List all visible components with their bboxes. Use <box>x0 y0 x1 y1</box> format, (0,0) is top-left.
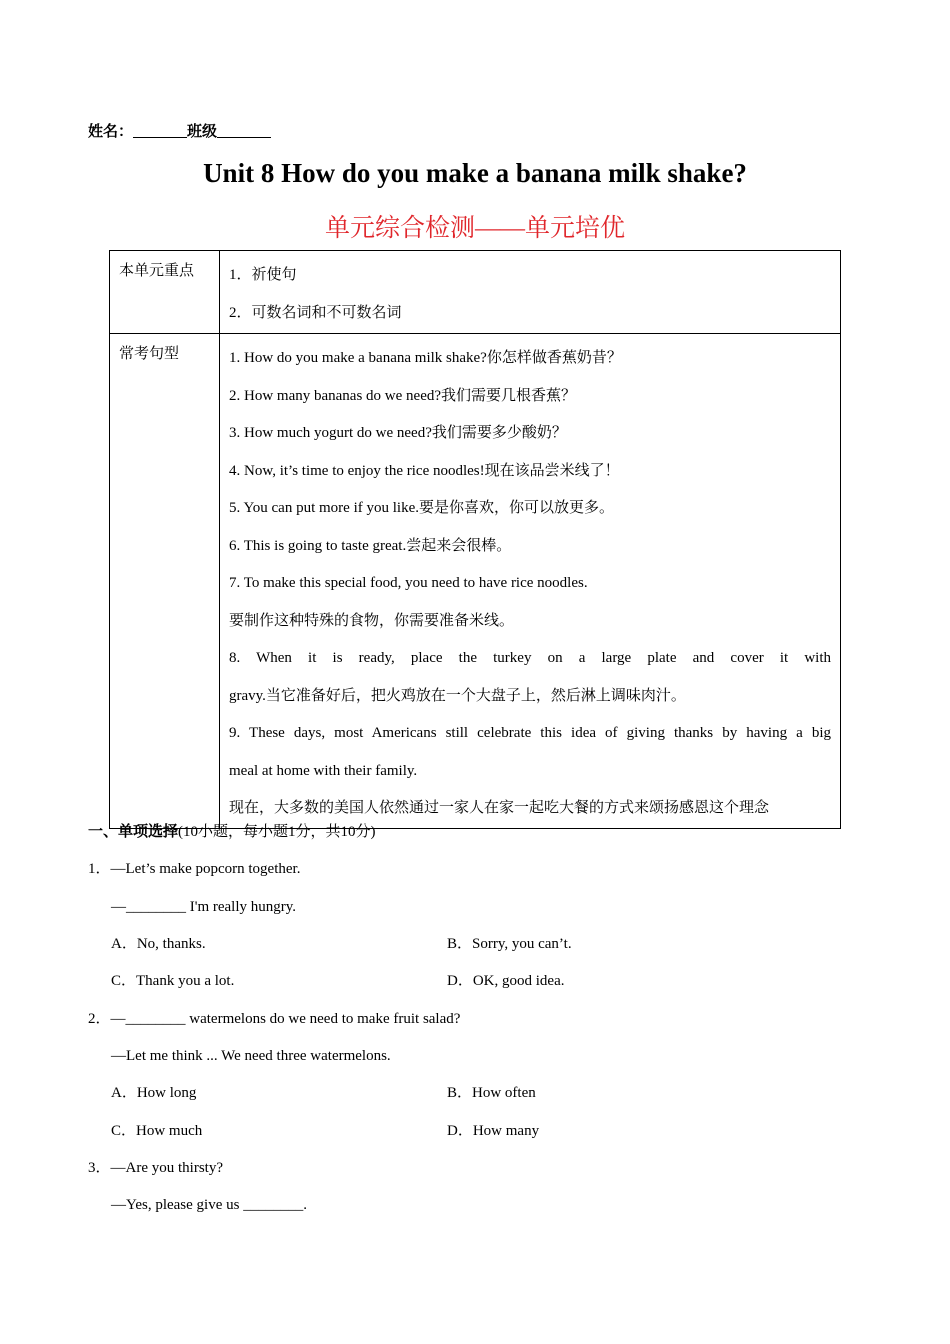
question-line: —Let’s make popcorn together. <box>110 861 301 877</box>
sentence-line: 6. This is going to taste great.尝起来会很棒。 <box>229 537 512 554</box>
sentences-label: 常考句型 <box>110 334 220 829</box>
question-line: —________ watermelons do we need to make fruit salad? <box>110 1011 461 1027</box>
key-point: 1．祈使句 <box>229 267 297 283</box>
name-label: 姓名： <box>88 124 134 140</box>
question-line: —________ I'm really hungry. <box>111 899 297 915</box>
section-note: (10小题，每小题1分，共10分) <box>178 824 376 840</box>
question-line: —Are you thirsty? <box>110 1160 223 1176</box>
key-points-row <box>110 251 841 334</box>
sentence-line: 现在，大多数的美国人依然通过一家人在家一起吃大餐的方式来颂扬感恩这个理念 <box>229 800 770 816</box>
option-b[interactable]: B．Sorry, you can’t. <box>447 936 572 952</box>
sentence-line: 9. These days, most Americans still celebrate this idea of giving thanks by having a big <box>229 725 831 741</box>
option-d[interactable]: D．OK, good idea. <box>447 973 565 989</box>
option-d[interactable]: D．How many <box>447 1123 540 1139</box>
name-blank[interactable] <box>133 123 187 138</box>
sentence-line: 1. How do you make a banana milk shake?你怎样做香蕉奶昔？ <box>229 350 622 366</box>
section-title: 一、单项选择 <box>88 824 179 840</box>
student-info-line <box>88 120 271 141</box>
option-a[interactable]: A．How long <box>111 1085 197 1101</box>
sentences-row <box>110 334 841 829</box>
key-points-cell <box>220 251 841 334</box>
key-point: 2．可数名词和不可数名词 <box>229 304 402 321</box>
page-title: Unit 8 How do you make a banana milk shake? <box>203 158 747 188</box>
option-c[interactable]: C．Thank you a lot. <box>111 973 235 989</box>
question-2-stem <box>88 1009 460 1029</box>
option-c[interactable]: C．How much <box>111 1123 203 1139</box>
sentence-line: 要制作这种特殊的食物，你需要准备米线。 <box>229 612 515 629</box>
sentence-line: 5. You can put more if you like.要是你喜欢，你可以放更多。 <box>229 500 614 516</box>
question-1-stem <box>88 859 300 879</box>
sentence-line: 3. How much yogurt do we need?我们需要多少酸奶？ <box>229 425 567 441</box>
unit-summary-table <box>109 250 841 829</box>
question-number: 3． <box>88 1160 111 1176</box>
key-points-label: 本单元重点 <box>110 251 220 334</box>
sentence-line: 7. To make this special food, you need to have rice noodles. <box>229 575 588 591</box>
option-a[interactable]: A．No, thanks. <box>111 936 206 952</box>
sentence-line: 4. Now, it’s time to enjoy the rice noodles!现在该品尝米线了！ <box>229 462 620 479</box>
question-line: —Let me think ... We need three watermelons. <box>111 1048 391 1064</box>
page-subtitle: 单元综合检测——单元培优 <box>324 215 625 242</box>
sentence-line: meal at home with their family. <box>229 762 418 779</box>
sentence-line: 8. When it is ready, place the turkey on a large plate and cover it with <box>229 650 831 666</box>
sentence-line: 2. How many bananas do we need?我们需要几根香蕉？ <box>229 387 577 404</box>
section-heading <box>88 820 376 841</box>
option-b[interactable]: B．How often <box>447 1085 536 1101</box>
sentence-line: gravy.当它准备好后，把火鸡放在一个大盘子上，然后淋上调味肉汁。 <box>229 687 686 704</box>
question-number: 1． <box>88 861 111 877</box>
sentences-cell <box>220 334 841 829</box>
question-number: 2． <box>88 1011 111 1027</box>
question-3-stem <box>88 1158 223 1178</box>
class-blank[interactable] <box>217 123 271 138</box>
class-label: 班级 <box>187 124 218 140</box>
question-line: —Yes, please give us ________. <box>111 1197 307 1213</box>
